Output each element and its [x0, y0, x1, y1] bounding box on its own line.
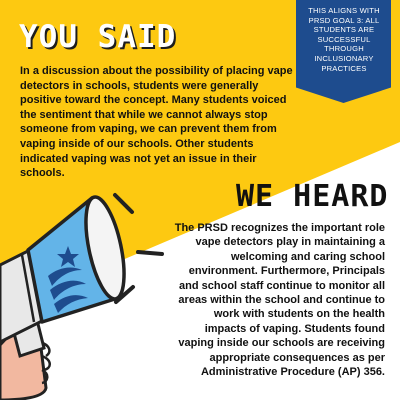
we-heard-title: WE HEARD: [236, 179, 389, 214]
goal-banner-text: THIS ALIGNS WITH PRSD GOAL 3: ALL STUDENTS ARE SUCCESSFUL THROUGH INCLUSIONARY PRACTICES: [308, 6, 380, 73]
you-said-title: YOU SAID: [19, 19, 177, 55]
you-said-body: In a discussion about the possibility of placing vape detectors in schools, students were generally positive toward the concept. Many students voiced the sentiment that while we cannot always stop someone from vaping, we can prevent them from vaping inside of our schools. Other students indicated vaping was not yet an issue in their schools.: [20, 65, 293, 180]
we-heard-body: The PRSD recognizes the important role vape detectors play in maintaining a welcoming and caring school environment. Furthermore, Principals and school staff continue to monitor all areas within the school and continue to work with students on the health impacts of vaping. Students found vaping inside our schools are receiving appropriate consequences as per Administrative Procedure (AP) 356.: [174, 222, 385, 379]
